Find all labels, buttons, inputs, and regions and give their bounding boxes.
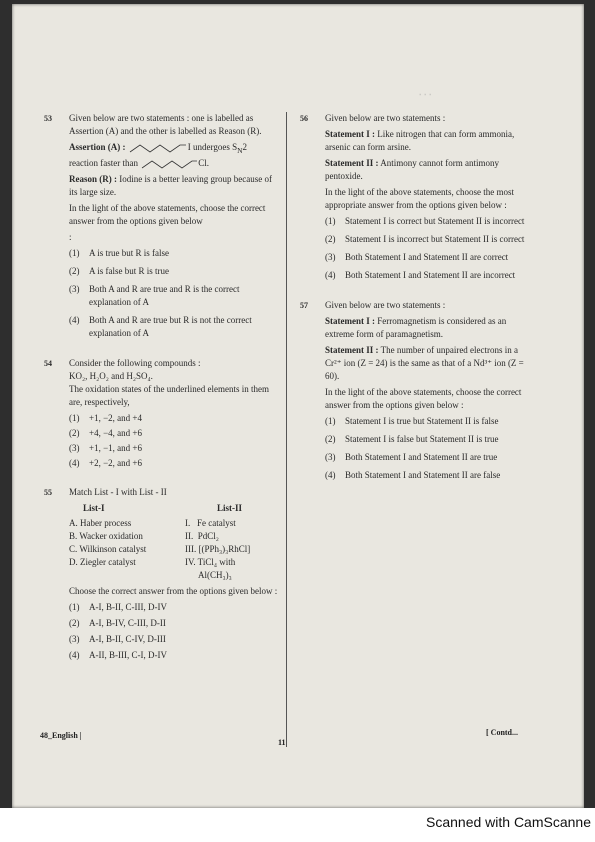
statement-2: Statement II : The number of unpaired electrons in a Cr²⁺ ion (Z = 24) is the same as that of a Nd³⁺ ion (Z = 60). — [325, 345, 524, 381]
option[interactable]: (2) A is false but R is true — [69, 265, 169, 276]
assertion: Assertion (A) : I undergoes $S_N2$ — [69, 142, 248, 155]
statement-1: Statement I : Like nitrogen that can form ammonia, arsenic can form arsine. — [325, 129, 515, 152]
option[interactable]: (4) A-II, B-III, C-I, D-IV — [69, 649, 167, 660]
option[interactable]: (2) Statement I is false but Statement II is true — [325, 434, 499, 444]
compounds: KO₂, H₂O₂ and H₂SO₄. — [69, 370, 153, 381]
alkyl-chain-icon — [128, 142, 188, 154]
question-55: 55 Match List - I with List - II List-I List-II A. Haber process I. Fe catalyst B. Wacker oxidation II. PdCl₂ C. Wilkinson catalyst III. [(PPh₃)₃RhCl] D. Ziegler catalyst IV. TiCl₄ with Al(CH₃)₃ Choose the correct answer from the options given below : (1) A-I, B-II, C-III, D-IV (2) A-I, B-IV, C-III, D-II (3) A-I, B-II, C-IV, D-III (4) A-II, B-III, C-I, D-IV — [44, 486, 280, 662]
table-row: C. Wilkinson catalyst III. [(PPh₃)₃RhCl] — [69, 543, 251, 554]
right-column — [300, 112, 530, 487]
options-53 — [69, 247, 280, 340]
continued-label: [ Contd... — [486, 728, 519, 737]
column-divider — [286, 112, 287, 747]
option[interactable]: (1) Statement I is true but Statement II is false — [325, 416, 499, 426]
statement-1: Statement I : Ferromagnetism is considered as an extreme form of paramagnetism. — [325, 316, 507, 339]
list-headers: List-I List-II — [83, 502, 243, 513]
option[interactable]: (4) +2, −2, and +6 — [69, 457, 142, 468]
assertion-cont: reaction faster than Cl. — [69, 157, 209, 168]
option[interactable]: (3) Both A and R are true and R is the correct explanation of A — [69, 283, 240, 307]
table-row: Al(CH₃)₃ — [185, 569, 232, 580]
question-57: 57 Given below are two statements : Statement I : Ferromagnetism is considered as an extreme form of paramagnetism. Statement II : The number of unpaired electrons in a Cr²⁺ ion (Z = 24) is the same as that of a Nd³⁺ ion (Z = 60). In the light of the above statements, choose the correct answer from the options given below : (1) Statement I is true but Statement II is false (2) Statement I is false but Statement II is true (3) Both Statement I and Statement II are true (4) Both Statement I and Statement II are false — [300, 299, 530, 482]
booklet-code: 48_English | — [40, 731, 82, 740]
question-instruction: In the light of the above statements, choose the correct answer from the options given below — [69, 202, 266, 226]
scanner-watermark: Scanned with CamScanne — [426, 814, 591, 830]
option[interactable]: (2) A-I, B-IV, C-III, D-II — [69, 617, 166, 628]
table-row: B. Wacker oxidation II. PdCl₂ — [69, 530, 219, 541]
question-56: 56 Given below are two statements : Statement I : Like nitrogen that can form ammonia, arsenic can form arsine. Statement II : Antimony cannot form antimony pentoxide. In the light of the above statements, choose the most appropriate answer from the options given below : (1) Statement I is correct but Statement II is incorrect (2) Statement I is incorrect but Statement II is correct (3) Both Statement I and Statement II are correct (4) Both Statement I and Statement II are incorrect — [300, 112, 530, 282]
left-column — [44, 112, 280, 665]
table-row: D. Ziegler catalyst IV. TiCl₄ with — [69, 556, 236, 567]
question-number: 53 — [44, 114, 52, 123]
table-row: A. Haber process I. Fe catalyst — [69, 517, 236, 528]
reason: Reason (R) : Iodine is a better leaving group because of its large size. — [69, 173, 272, 197]
option[interactable]: (4) Both Statement I and Statement II are incorrect — [325, 270, 516, 280]
option[interactable]: (1) +1, −2, and +4 — [69, 412, 142, 423]
option[interactable]: (3) Both Statement I and Statement II are correct — [325, 252, 509, 262]
page-number: 11 — [278, 738, 286, 747]
option[interactable]: (1) A is true but R is false — [69, 247, 169, 258]
option[interactable]: (4) Both Statement I and Statement II are false — [325, 470, 501, 480]
match-table — [69, 517, 280, 582]
option[interactable]: (3) A-I, B-II, C-IV, D-III — [69, 633, 166, 644]
question-54: 54 Consider the following compounds : KO₂, H₂O₂ and H₂SO₄. The oxidation states of the underlined elements in them are, respectively, (1) +1, −2, and +4 (2) +4, −4, and +6 (3) +1, −1, and +6 (4) +2, −2, and +6 — [44, 357, 280, 470]
option[interactable]: (4) Both A and R are true but R is not the correct explanation of A — [69, 314, 252, 338]
option[interactable]: (3) Both Statement I and Statement II are true — [325, 452, 498, 462]
alkyl-chain-icon — [140, 158, 198, 170]
option[interactable]: (2) Statement I is incorrect but Statement II is correct — [325, 234, 525, 244]
watermark: ⋮ — [416, 87, 433, 102]
option[interactable]: (1) Statement I is correct but Statement II is incorrect — [325, 216, 525, 226]
question-intro: Given below are two statements : one is labelled as Assertion (A) and the other is labelled as Reason (R). — [69, 113, 262, 136]
option[interactable]: (3) +1, −1, and +6 — [69, 442, 142, 453]
question-53: 53 Given below are two statements : one is labelled as Assertion (A) and the other is labelled as Reason (R). Assertion (A) : I undergoes $S_N2$ reaction faster than Cl. Reason (R) : Iodine is a better leaving group because of its large size. In the light of the above statements, choose the correct answer from the options given below : (1) A is true but R is false (2) A is false but R is true (3) Both A and R are true and R is the correct explanation of A (4) Both A and R are true but R is not the correct explanation of A — [44, 112, 280, 340]
statement-2: Statement II : Antimony cannot form antimony pentoxide. — [325, 158, 499, 181]
option[interactable]: (2) +4, −4, and +6 — [69, 427, 142, 438]
option[interactable]: (1) A-I, B-II, C-III, D-IV — [69, 601, 167, 612]
